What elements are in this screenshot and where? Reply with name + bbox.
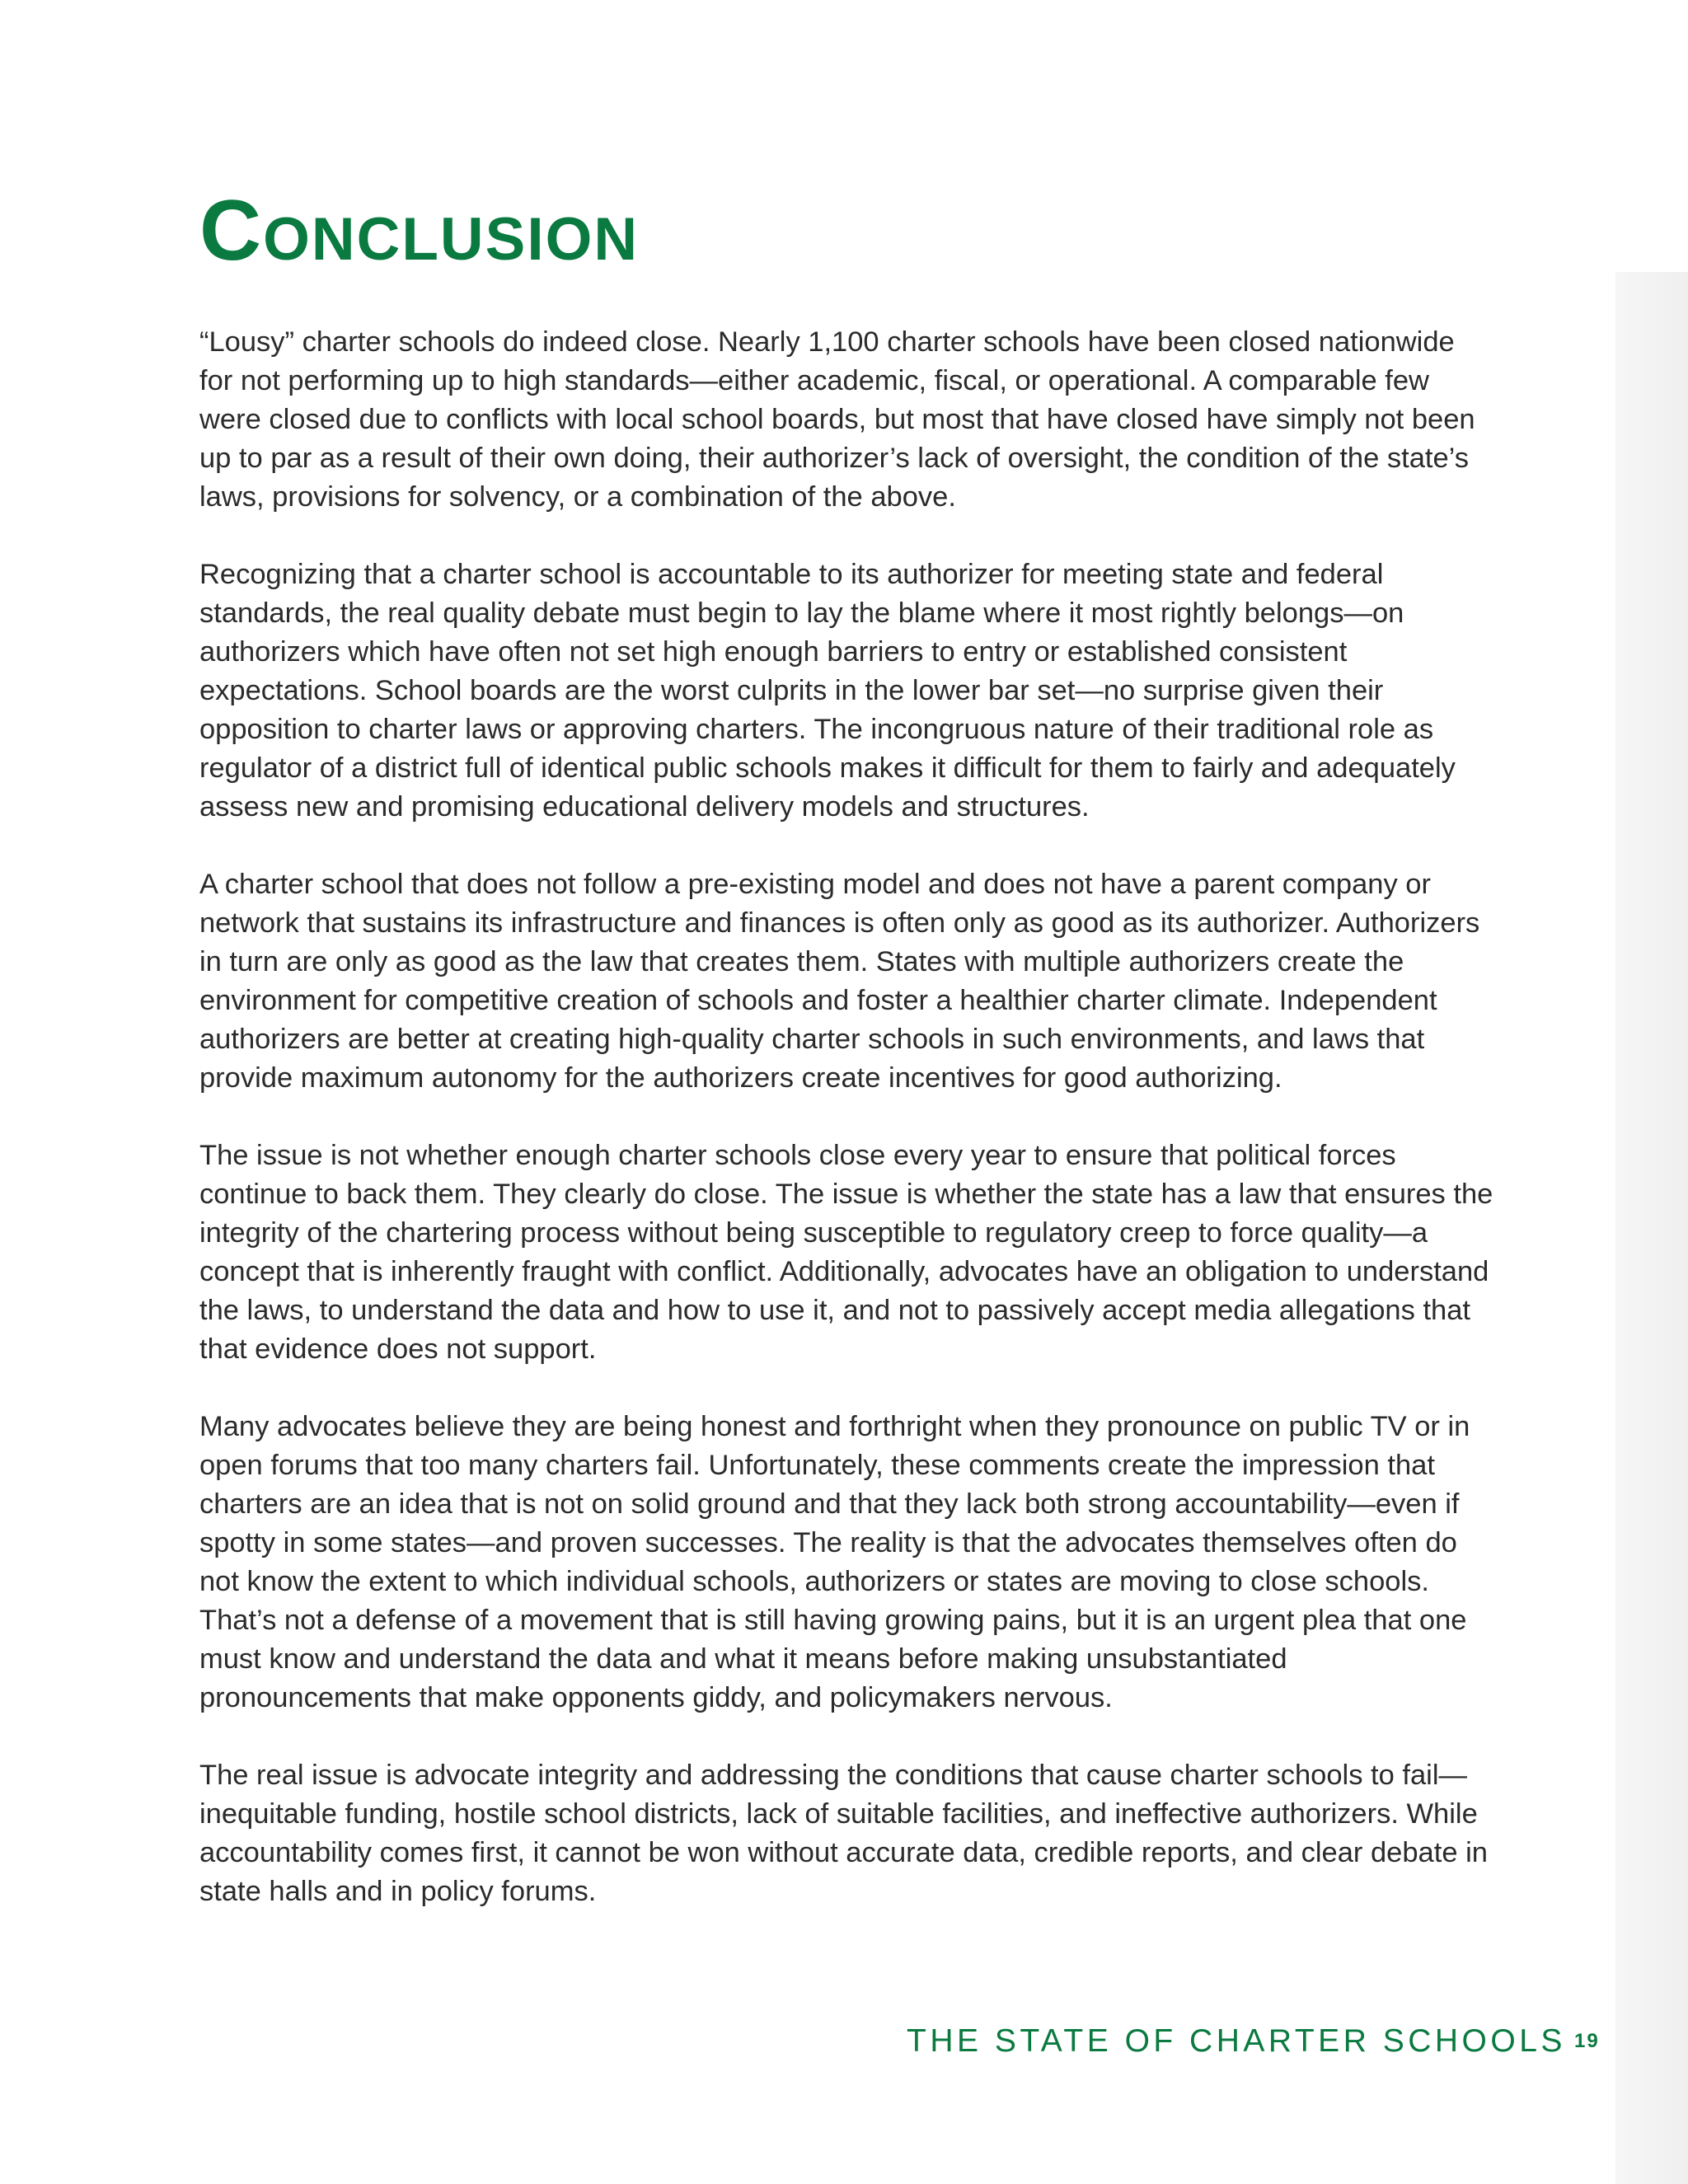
paragraph-5: Many advocates believe they are being honest and forthright when they pronounce on public TV or in open forums that too many charters fail. Unfortunately, these comments create the impression that charters are an idea that is not on solid ground and that they lack both strong accountability—even if spotty in some states—and proven successes. The reality is that the advocates themselves often do not know the extent to which individual schools, authorizers or states are moving to close schools. That’s not a defense of a movement that is still having growing pains, but it is an urgent plea that one must know and understand the data and what it means before making unsubstantiated pronouncements that make opponents giddy, and policymakers nervous. bbox=[199, 1411, 1470, 1713]
footer-publication-title: THE STATE OF CHARTER SCHOOLS bbox=[907, 2023, 1566, 2059]
paragraph-1: “Lousy” charter schools do indeed close. Nearly 1,100 charter schools have been closed nationwide for not performing up to high standards—either academic, fiscal, or operational. A comparable few were closed due to conflicts with local school boards, but most that have closed have simply not been up to par as a result of their own doing, their authorizer’s lack of oversight, the condition of the state’s laws, provisions for solvency, or a combination of the above. bbox=[199, 326, 1475, 513]
page-title: Conclusion bbox=[199, 183, 640, 279]
body-text bbox=[199, 323, 1493, 1911]
page-edge-shading bbox=[1615, 272, 1688, 2184]
paragraph-6: The real issue is advocate integrity and addressing the conditions that cause charter schools to fail—inequitable funding, hostile school districts, lack of suitable facilities, and ineffective authorizers. While accountability comes first, it cannot be won without accurate data, credible reports, and clear debate in state halls and in policy forums. bbox=[199, 1760, 1488, 1907]
paragraph-3: A charter school that does not follow a pre-existing model and does not have a parent company or network that sustains its infrastructure and finances is often only as good as its authorizer. Authorizers in turn are only as good as the law that creates them. States with multiple authorizers create the environment for competitive creation of schools and foster a healthier charter climate. Independent authorizers are better at creating high-quality charter schools in such environments, and laws that provide maximum autonomy for the authorizers create incentives for good authorizing. bbox=[199, 869, 1480, 1094]
main-content bbox=[199, 181, 1493, 1950]
paragraph-4: The issue is not whether enough charter schools close every year to ensure that political forces continue to back them. They clearly do close. The issue is whether the state has a law that ensures the integrity of the chartering process without being susceptible to regulatory creep to force quality—a concept that is inherently fraught with conflict. Additionally, advocates have an obligation to understand the laws, to understand the data and how to use it, and not to passively accept media allegations that that evidence does not support. bbox=[199, 1140, 1493, 1365]
page-number: 19 bbox=[1574, 2030, 1600, 2052]
paragraph-2: Recognizing that a charter school is accountable to its authorizer for meeting state and federal standards, the real quality debate must begin to lay the blame where it most rightly belongs—on authorizers which have often not set high enough barriers to entry or established consistent expectations. School boards are the worst culprits in the lower bar set—no surprise given their opposition to charter laws or approving charters. The incongruous nature of their traditional role as regulator of a district full of identical public schools makes it difficult for them to fairly and adequately assess new and promising educational delivery models and structures. bbox=[199, 559, 1456, 823]
